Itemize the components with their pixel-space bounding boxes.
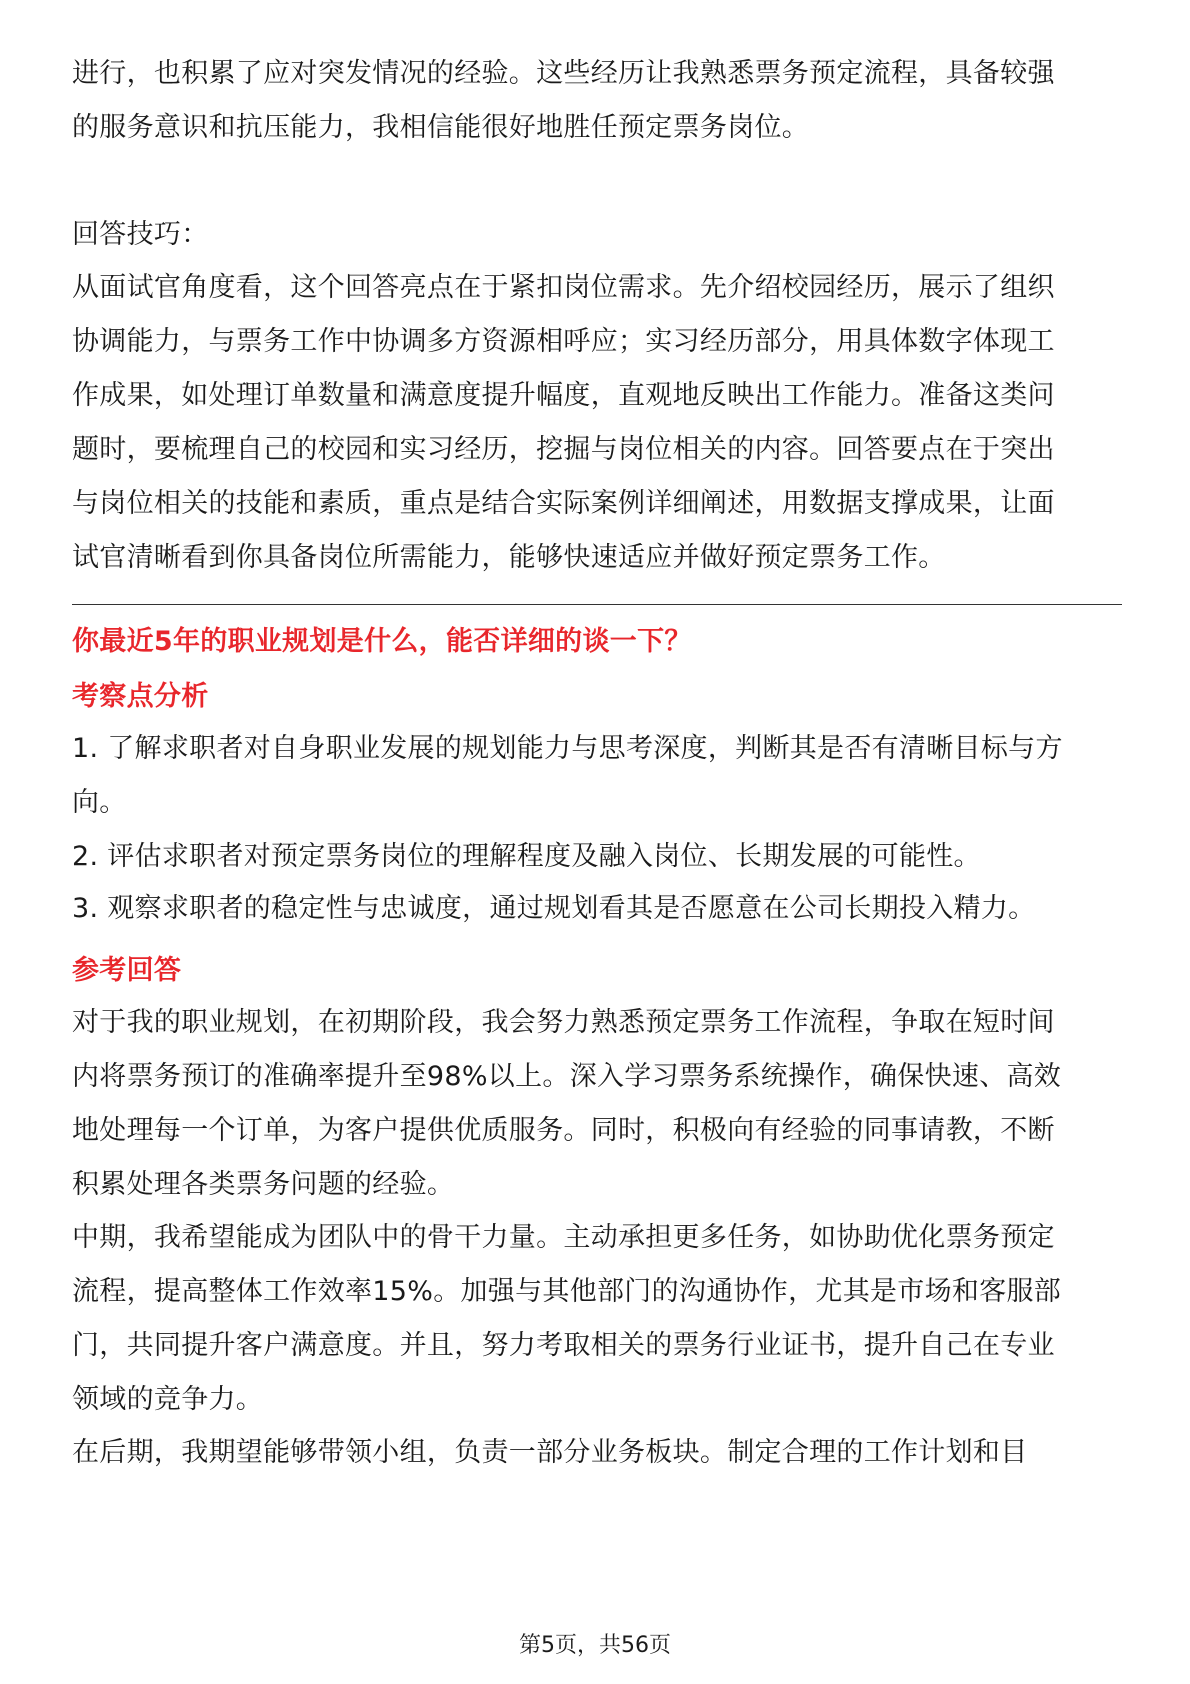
answer-line-1: 对于我的职业规划，在初期阶段，我会努力熟悉预定票务工作流程，争取在短时间: [72, 1007, 1055, 1038]
tips-line-1: 从面试官角度看，这个回答亮点在于紧扣岗位需求。先介绍校园经历，展示了组织: [72, 272, 1055, 303]
tips-heading: 回答技巧：: [72, 219, 209, 250]
answer-line-7: 门，共同提升客户满意度。并且，努力考取相关的票务行业证书，提升自己在专业: [72, 1330, 1055, 1361]
analysis-heading: 考察点分析: [72, 681, 209, 712]
answer-line-8: 领域的竞争力。: [72, 1384, 264, 1415]
answer-line-9: 在后期，我期望能够带领小组，负责一部分业务板块。制定合理的工作计划和目: [72, 1437, 1028, 1468]
answer-line-4: 积累处理各类票务问题的经验。: [72, 1169, 455, 1200]
analysis-line-2: 向。: [72, 787, 127, 818]
answer-line-3: 地处理每一个订单，为客户提供优质服务。同时，积极向有经验的同事请教，不断: [72, 1115, 1055, 1146]
tips-line-5: 与岗位相关的技能和素质，重点是结合实际案例详细阐述，用数据支撑成果，让面: [72, 488, 1055, 519]
tips-line-2: 协调能力，与票务工作中协调多方资源相呼应；实习经历部分，用具体数字体现工: [72, 326, 1055, 357]
intro-line-2: 的服务意识和抗压能力，我相信能很好地胜任预定票务岗位。: [72, 112, 810, 143]
tips-line-4: 题时，要梳理自己的校园和实习经历，挖掘与岗位相关的内容。回答要点在于突出: [72, 434, 1055, 465]
analysis-line-3: 2. 评估求职者对预定票务岗位的理解程度及融入岗位、长期发展的可能性。: [72, 841, 981, 872]
analysis-line-1: 1. 了解求职者对自身职业发展的规划能力与思考深度，判断其是否有清晰目标与方: [72, 733, 1063, 764]
section-divider: [72, 604, 1122, 605]
answer-heading: 参考回答: [72, 955, 182, 986]
tips-line-3: 作成果，如处理订单数量和满意度提升幅度，直观地反映出工作能力。准备这类问: [72, 380, 1055, 411]
intro-line-1: 进行，也积累了应对突发情况的经验。这些经历让我熟悉票务预定流程，具备较强: [72, 58, 1055, 89]
analysis-line-4: 3. 观察求职者的稳定性与忠诚度，通过规划看其是否愿意在公司长期投入精力。: [72, 893, 1036, 924]
page-number: 第5页，共56页: [519, 1633, 671, 1658]
answer-line-6: 流程，提高整体工作效率15%。加强与其他部门的沟通协作，尤其是市场和客服部: [72, 1276, 1062, 1307]
question-title: 你最近5年的职业规划是什么，能否详细的谈一下？: [72, 626, 692, 657]
tips-line-6: 试官清晰看到你具备岗位所需能力，能够快速适应并做好预定票务工作。: [72, 542, 946, 573]
answer-line-2: 内将票务预订的准确率提升至98%以上。深入学习票务系统操作，确保快速、高效: [72, 1061, 1062, 1092]
answer-line-5: 中期，我希望能成为团队中的骨干力量。主动承担更多任务，如协助优化票务预定: [72, 1222, 1055, 1253]
